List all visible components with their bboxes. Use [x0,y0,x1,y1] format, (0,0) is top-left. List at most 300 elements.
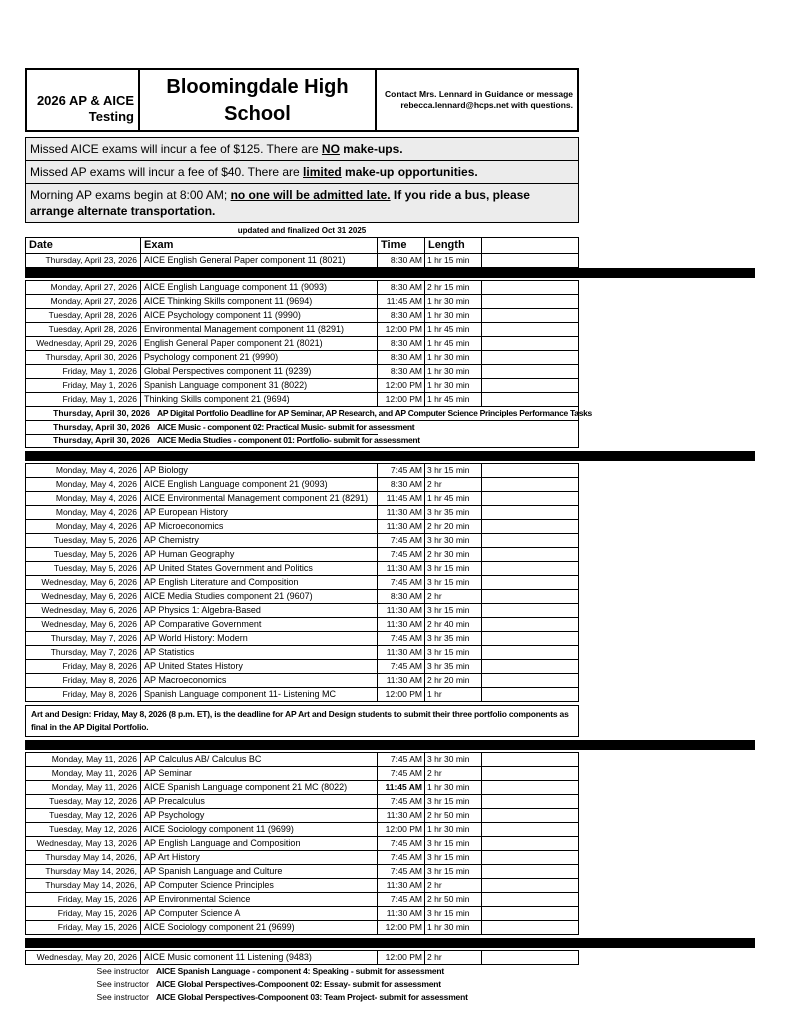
exam-row [26,660,578,674]
exam-row [26,688,578,701]
exam-date: Monday, May 4, 2026 [26,478,141,491]
exam-length: 2 hr [425,879,482,892]
section-divider-band [25,451,755,461]
table-body [25,253,592,1004]
exam-length: 3 hr 15 min [425,576,482,589]
exam-row [26,646,578,660]
exam-time: 12:00 PM [378,323,425,336]
empty-cell [482,837,578,850]
exam-row [26,851,578,865]
table-section [25,253,579,268]
exam-date: Thursday May 14, 2026, [26,851,141,864]
exam-length: 3 hr 35 min [425,506,482,519]
exam-date: Monday, May 4, 2026 [26,464,141,477]
exam-name: AP European History [141,506,378,519]
exam-date: Wednesday, May 6, 2026 [26,576,141,589]
exam-length: 1 hr 30 min [425,379,482,392]
exam-length: 3 hr 15 min [425,795,482,808]
table-section [25,752,579,935]
empty-cell [482,823,578,836]
exam-length: 3 hr 15 min [425,907,482,920]
exam-date: Monday, May 4, 2026 [26,520,141,533]
art-design-note: Art and Design: Friday, May 8, 2026 (8 p.m. ET), is the deadline for AP Art and Design students to submit their three portfolio components as final in the AP Digital Portfolio. [25,705,579,737]
exam-row [26,534,578,548]
exam-date: Monday, May 11, 2026 [26,781,141,794]
exam-length: 1 hr 30 min [425,823,482,836]
exam-row [26,632,578,646]
exam-date: Tuesday, May 5, 2026 [26,534,141,547]
empty-cell [482,379,578,392]
exam-time: 11:30 AM [378,604,425,617]
exam-time: 7:45 AM [378,837,425,850]
empty-cell [482,323,578,336]
exam-time: 8:30 AM [378,309,425,322]
exam-name: Environmental Management component 11 (8291) [141,323,378,336]
empty-cell [482,951,578,964]
notice-suffix: make-up opportunities. [341,165,478,179]
empty-cell [482,632,578,645]
notice-text: Missed AP exams will incur a fee of $40. There are [30,165,304,179]
exam-row [26,921,578,934]
exam-name: AP Statistics [141,646,378,659]
exam-length: 3 hr 15 min [425,865,482,878]
exam-name: AP Spanish Language and Culture [141,865,378,878]
empty-cell [482,492,578,505]
exam-length: 1 hr 30 min [425,295,482,308]
exam-name: AICE English Language component 21 (9093) [141,478,378,491]
exam-date: Monday, May 4, 2026 [26,492,141,505]
exam-date: Friday, May 15, 2026 [26,921,141,934]
exam-length: 3 hr 15 min [425,604,482,617]
empty-cell [482,337,578,350]
exam-date: Thursday, May 7, 2026 [26,632,141,645]
document-title-line1: 2026 AP & AICE [36,93,134,108]
empty-cell [482,590,578,603]
exam-row [26,464,578,478]
exam-time: 7:45 AM [378,632,425,645]
empty-cell [482,907,578,920]
exam-name: AP Computer Science A [141,907,378,920]
deadline-text: AP Digital Portfolio Deadline for AP Seminar, AP Research, and AP Computer Science Principles Performance Tasks [157,408,592,418]
empty-cell [482,534,578,547]
exam-name: AP Physics 1: Algebra-Based [141,604,378,617]
empty-cell [482,851,578,864]
exam-length: 1 hr 15 min [425,254,482,267]
exam-length: 2 hr [425,478,482,491]
exam-length: 2 hr 30 min [425,548,482,561]
exam-length: 2 hr [425,590,482,603]
empty-cell [482,781,578,794]
exam-length: 3 hr 35 min [425,660,482,673]
exam-date: Thursday, April 30, 2026 [26,351,141,364]
exam-length: 1 hr 30 min [425,365,482,378]
exam-date: Friday, May 15, 2026 [26,907,141,920]
exam-date: Monday, May 11, 2026 [26,767,141,780]
exam-time: 11:45 AM [378,295,425,308]
exam-row [26,767,578,781]
exam-length: 1 hr 30 min [425,309,482,322]
updated-note: updated and finalized Oct 31 2025 [237,226,367,235]
exam-row [26,323,578,337]
empty-cell [482,865,578,878]
exam-row [26,951,578,964]
exam-date: Tuesday, May 12, 2026 [26,823,141,836]
exam-name: AP Precalculus [141,795,378,808]
exam-name: AICE Music comonent 11 Listening (9483) [141,951,378,964]
exam-time: 12:00 PM [378,393,425,406]
empty-cell [482,548,578,561]
empty-cell [482,879,578,892]
exam-time: 12:00 PM [378,951,425,964]
exam-name: AP Microeconomics [141,520,378,533]
exam-time: 7:45 AM [378,767,425,780]
exam-length: 2 hr 50 min [425,809,482,822]
exam-length: 1 hr [425,688,482,701]
exam-length: 3 hr 15 min [425,851,482,864]
empty-cell [482,464,578,477]
exam-row [26,604,578,618]
empty-cell [482,478,578,491]
exam-row [26,520,578,534]
exam-time: 8:30 AM [378,365,425,378]
empty-cell [482,688,578,701]
exam-length: 2 hr 20 min [425,520,482,533]
empty-cell [482,660,578,673]
see-instructor-text: AICE Global Perspectives-Compoonent 02: Essay- submit for assessment [156,979,441,989]
exam-date: Monday, April 27, 2026 [26,281,141,294]
exam-date: Wednesday, May 13, 2026 [26,837,141,850]
contact-line1: Contact Mrs. Lennard in Guidance or message [385,89,573,99]
exam-schedule-table [25,237,592,1004]
exam-length: 3 hr 35 min [425,632,482,645]
exam-length: 2 hr [425,951,482,964]
notice-emphasis: no one will be admitted late. [230,188,391,202]
exam-name: AP Environmental Science [141,893,378,906]
exam-name: Psychology component 21 (9990) [141,351,378,364]
section-divider-band [25,938,755,948]
exam-date: Wednesday, May 6, 2026 [26,590,141,603]
notice-text: Missed AICE exams will incur a fee of $125. There are [30,142,322,156]
exam-time: 7:45 AM [378,753,425,766]
col-header-exam: Exam [141,238,378,253]
exam-date: Thursday, April 23, 2026 [26,254,141,267]
exam-date: Wednesday, May 6, 2026 [26,604,141,617]
empty-cell [482,618,578,631]
exam-time: 7:45 AM [378,548,425,561]
see-instructor-row [25,965,579,978]
empty-cell [482,351,578,364]
exam-date: Tuesday, April 28, 2026 [26,309,141,322]
notice-emphasis: NO [321,142,340,156]
see-instructor-row [25,978,579,991]
exam-length: 1 hr 30 min [425,921,482,934]
deadline-row [26,434,578,447]
exam-time: 7:45 AM [378,660,425,673]
exam-time: 11:45 AM [378,781,425,794]
exam-date: Friday, May 1, 2026 [26,365,141,378]
exam-date: Tuesday, May 12, 2026 [26,809,141,822]
table-section [25,950,579,965]
notice-list [25,137,579,223]
exam-row [26,576,578,590]
section-divider-band [25,268,755,278]
exam-name: AICE Spanish Language component 21 MC (8022) [141,781,378,794]
exam-time: 11:30 AM [378,879,425,892]
exam-length: 1 hr 45 min [425,337,482,350]
exam-time: 8:30 AM [378,478,425,491]
exam-row [26,365,578,379]
see-instructor-text: AICE Spanish Language - component 4: Speaking - submit for assessment [156,966,445,976]
exam-row [26,562,578,576]
exam-row [26,478,578,492]
exam-length: 2 hr [425,767,482,780]
exam-date: Tuesday, May 5, 2026 [26,562,141,575]
exam-row [26,865,578,879]
exam-name: AICE Media Studies component 21 (9607) [141,590,378,603]
empty-cell [482,674,578,687]
document-title [25,68,140,132]
exam-row [26,281,578,295]
exam-date: Thursday May 14, 2026, [26,879,141,892]
exam-time: 7:45 AM [378,893,425,906]
exam-time: 7:45 AM [378,851,425,864]
notice-aice-fee [25,137,579,161]
document-header [25,68,579,132]
exam-name: Spanish Language component 31 (8022) [141,379,378,392]
exam-date: Monday, May 11, 2026 [26,753,141,766]
exam-length: 2 hr 50 min [425,893,482,906]
col-header-time: Time [378,238,425,253]
deadline-row [26,407,592,421]
empty-cell [482,254,578,267]
notice-text: Morning AP exams begin at 8:00 AM; [30,188,231,202]
exam-length: 3 hr 15 min [425,464,482,477]
exam-time: 11:30 AM [378,907,425,920]
empty-cell [482,506,578,519]
exam-length: 1 hr 30 min [425,351,482,364]
exam-row [26,548,578,562]
empty-cell [482,795,578,808]
exam-row [26,337,578,351]
exam-time: 11:30 AM [378,562,425,575]
empty-cell [482,921,578,934]
empty-cell [482,365,578,378]
exam-date: Friday, May 8, 2026 [26,688,141,701]
col-header-empty [482,238,578,253]
see-instructor-label: See instructor [96,966,149,976]
exam-name: AP Calculus AB/ Calculus BC [141,753,378,766]
exam-date: Friday, May 1, 2026 [26,379,141,392]
exam-length: 3 hr 15 min [425,562,482,575]
exam-name: AICE Sociology component 11 (9699) [141,823,378,836]
col-header-date: Date [26,238,141,253]
exam-row [26,351,578,365]
exam-row [26,893,578,907]
exam-row [26,393,578,407]
deadline-text: AICE Media Studies - component 01: Portfolio- submit for assessment [157,435,420,445]
notice-ap-fee [25,161,579,184]
empty-cell [482,767,578,780]
exam-time: 8:30 AM [378,281,425,294]
empty-cell [482,562,578,575]
document-content [25,68,770,1004]
deadline-date: Thursday, April 30, 2026 [53,408,150,418]
exam-name: AP English Language and Composition [141,837,378,850]
deadline-date: Thursday, April 30, 2026 [53,422,150,432]
exam-date: Tuesday, May 5, 2026 [26,548,141,561]
exam-row [26,837,578,851]
exam-row [26,492,578,506]
see-instructor-row [25,991,579,1004]
document-title-line2: Testing [88,109,134,124]
exam-date: Wednesday, May 6, 2026 [26,618,141,631]
exam-length: 1 hr 45 min [425,393,482,406]
exam-length: 3 hr 15 min [425,837,482,850]
exam-time: 8:30 AM [378,337,425,350]
exam-name: Global Perspectives component 11 (9239) [141,365,378,378]
exam-row [26,590,578,604]
empty-cell [482,281,578,294]
exam-length: 1 hr 45 min [425,492,482,505]
see-instructor-label: See instructor [96,979,149,989]
contact-line2: rebecca.lennard@hcps.net with questions. [400,100,573,110]
exam-time: 7:45 AM [378,576,425,589]
exam-date: Friday, May 8, 2026 [26,660,141,673]
exam-row [26,506,578,520]
exam-name: AICE English General Paper component 11 (8021) [141,254,378,267]
exam-length: 3 hr 30 min [425,534,482,547]
empty-cell [482,309,578,322]
exam-length: 2 hr 15 min [425,281,482,294]
exam-date: Tuesday, April 28, 2026 [26,323,141,336]
exam-length: 1 hr 45 min [425,323,482,336]
exam-time: 12:00 PM [378,823,425,836]
table-header-row [25,237,579,254]
exam-date: Wednesday, May 20, 2026 [26,951,141,964]
empty-cell [482,604,578,617]
exam-row [26,618,578,632]
exam-time: 11:30 AM [378,674,425,687]
exam-name: AICE English Language component 11 (9093) [141,281,378,294]
exam-time: 7:45 AM [378,795,425,808]
exam-name: AP Computer Science Principles [141,879,378,892]
exam-time: 7:45 AM [378,865,425,878]
notice-suffix: make-ups. [339,142,403,156]
exam-name: AP Psychology [141,809,378,822]
exam-name: AP Chemistry [141,534,378,547]
exam-name: AP United States Government and Politics [141,562,378,575]
exam-length: 2 hr 20 min [425,674,482,687]
exam-length: 1 hr 30 min [425,781,482,794]
exam-time: 8:30 AM [378,590,425,603]
deadline-row [26,421,578,434]
exam-row [26,907,578,921]
exam-name: AP Art History [141,851,378,864]
see-instructor-text: AICE Global Perspectives-Compoonent 03: Team Project- submit for assessment [156,992,468,1002]
col-header-length: Length [425,238,482,253]
exam-name: AP World History: Modern [141,632,378,645]
exam-time: 11:30 AM [378,618,425,631]
school-name: Bloomingdale High School [140,68,377,132]
exam-date: Monday, April 27, 2026 [26,295,141,308]
contact-info [377,68,579,132]
empty-cell [482,893,578,906]
exam-length: 2 hr 40 min [425,618,482,631]
deadline-date: Thursday, April 30, 2026 [53,435,150,445]
notice-morning-exams [25,184,579,223]
exam-name: AP Seminar [141,767,378,780]
exam-date: Friday, May 1, 2026 [26,393,141,406]
see-instructor-label: See instructor [96,992,149,1002]
empty-cell [482,753,578,766]
exam-row [26,379,578,393]
exam-name: AICE Sociology component 21 (9699) [141,921,378,934]
exam-name: AP Macroeconomics [141,674,378,687]
exam-row [26,809,578,823]
exam-name: Thinking Skills component 21 (9694) [141,393,378,406]
exam-name: AP United States History [141,660,378,673]
empty-cell [482,520,578,533]
exam-row [26,295,578,309]
exam-name: AP Biology [141,464,378,477]
empty-cell [482,295,578,308]
empty-cell [482,809,578,822]
exam-time: 11:45 AM [378,492,425,505]
exam-date: Monday, May 4, 2026 [26,506,141,519]
exam-time: 8:30 AM [378,351,425,364]
exam-row [26,823,578,837]
exam-name: English General Paper component 21 (8021) [141,337,378,350]
exam-name: AICE Thinking Skills component 11 (9694) [141,295,378,308]
exam-row [26,879,578,893]
exam-length: 3 hr 15 min [425,646,482,659]
exam-row [26,781,578,795]
exam-name: AP Comparative Government [141,618,378,631]
exam-name: Spanish Language component 11- Listening MC [141,688,378,701]
table-section [25,280,592,448]
exam-time: 7:45 AM [378,534,425,547]
exam-time: 12:00 PM [378,688,425,701]
exam-time: 8:30 AM [378,254,425,267]
exam-time: 11:30 AM [378,809,425,822]
exam-time: 12:00 PM [378,379,425,392]
empty-cell [482,393,578,406]
empty-cell [482,576,578,589]
exam-name: AP Human Geography [141,548,378,561]
exam-time: 11:30 AM [378,506,425,519]
empty-cell [482,646,578,659]
exam-name: AICE Psychology component 11 (9990) [141,309,378,322]
exam-date: Friday, May 8, 2026 [26,674,141,687]
notice-suffix: If you ride a bus, please arrange alternate transportation. [30,188,530,218]
deadline-text: AICE Music - component 02: Practical Music- submit for assessment [157,422,415,432]
exam-date: Thursday May 14, 2026, [26,865,141,878]
exam-name: AP English Literature and Composition [141,576,378,589]
exam-date: Tuesday, May 12, 2026 [26,795,141,808]
exam-date: Friday, May 15, 2026 [26,893,141,906]
exam-row [26,254,578,267]
exam-date: Wednesday, April 29, 2026 [26,337,141,350]
exam-time: 11:30 AM [378,520,425,533]
exam-row [26,309,578,323]
section-divider-band [25,740,755,750]
exam-time: 12:00 PM [378,921,425,934]
exam-name: AICE Environmental Management component 21 (8291) [141,492,378,505]
exam-row [26,795,578,809]
table-section [25,463,579,702]
exam-length: 3 hr 30 min [425,753,482,766]
exam-date: Thursday, May 7, 2026 [26,646,141,659]
